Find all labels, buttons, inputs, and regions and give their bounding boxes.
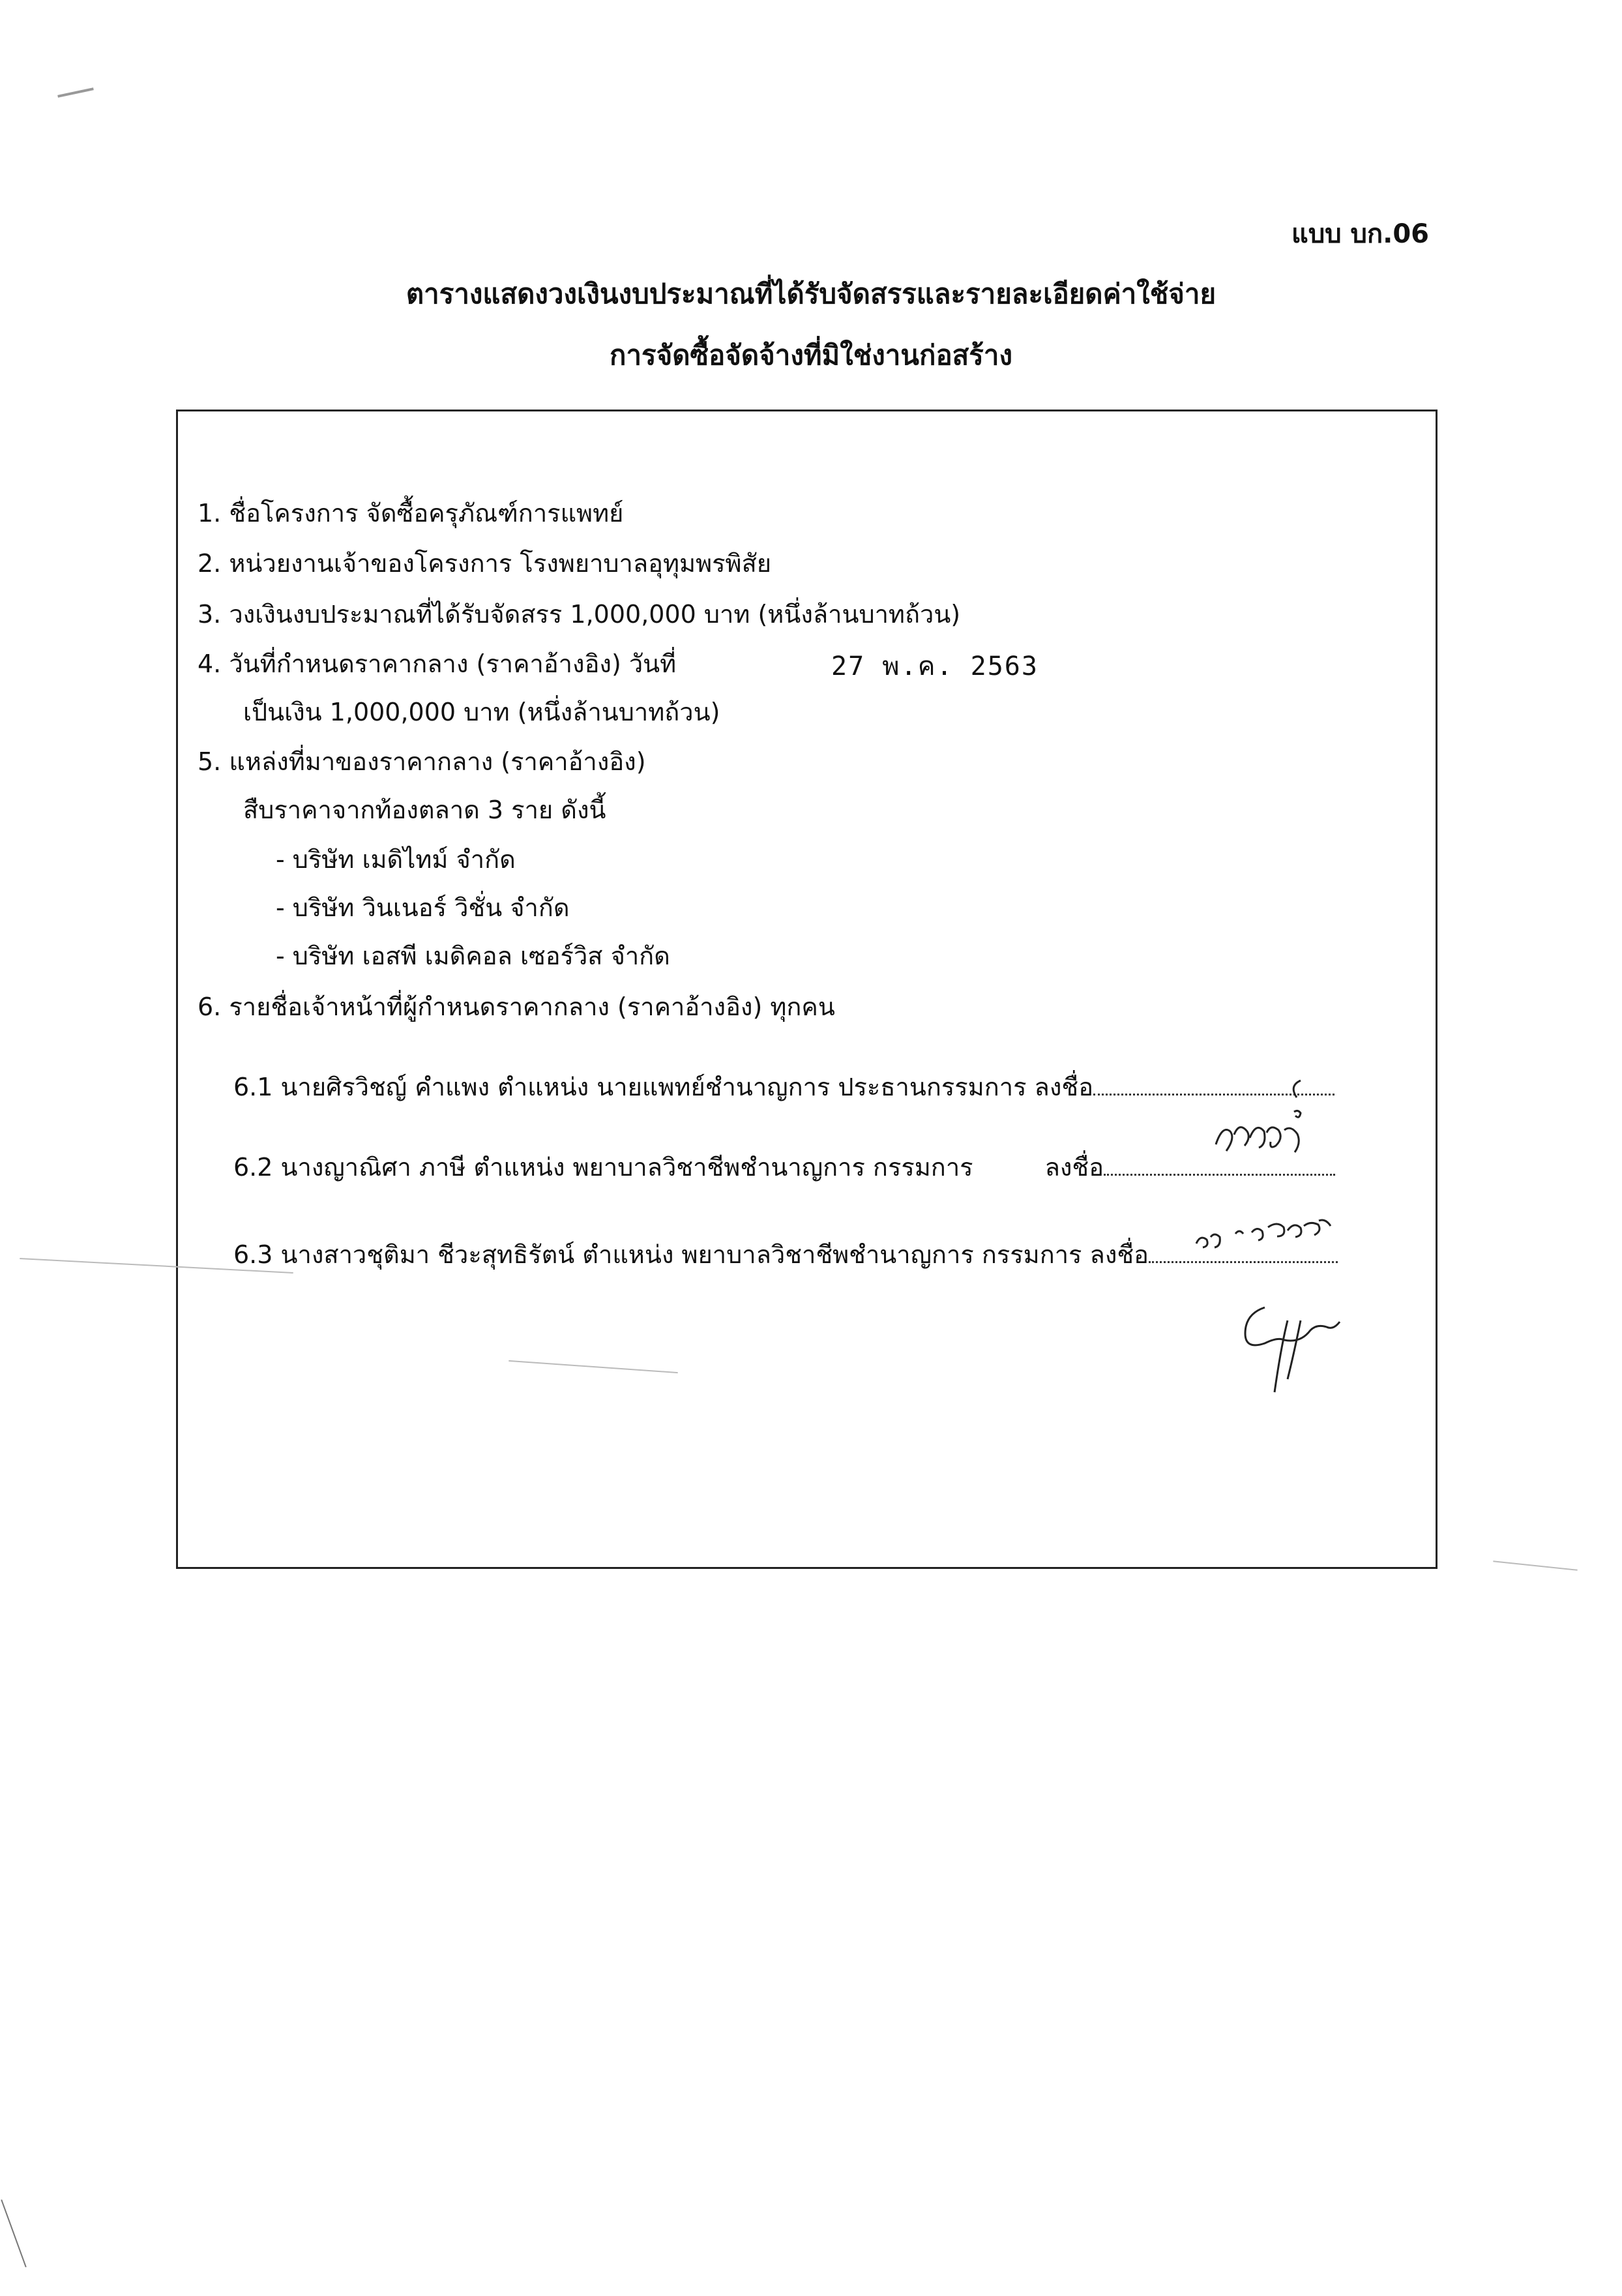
document-title: ตารางแสดงวงเงินงบประมาณที่ได้รับจัดสรรและรายละเอียดค่าใช้จ่าย <box>406 278 1216 310</box>
item-budget: 3. วงเงินงบประมาณที่ได้รับจัดสรร 1,000,000 บาท (หนึ่งล้านบาทถ้วน) <box>198 600 961 629</box>
vendor-item: - บริษัท เมดิไทม์ จำกัด <box>276 845 516 874</box>
date-stamp: 27 พ.ค. 2563 <box>831 651 1039 681</box>
item-reference-amount: เป็นเงิน 1,000,000 บาท (หนึ่งล้านบาทถ้วน) <box>243 698 720 726</box>
officer-1-text: 6.1 นายศิรวิชญ์ คำแพง ตำแหน่ง นายแพทย์ชำนาญการ ประธานกรรมการ ลงชื่อ <box>233 1073 1094 1101</box>
document-subtitle: การจัดซื้อจัดจ้างที่มิใช่งานก่อสร้าง <box>610 339 1012 371</box>
item-project-owner: 2. หน่วยงานเจ้าของโครงการ โรงพยาบาลอุทุมพรพิสัย <box>198 549 772 578</box>
item-survey-note: สืบราคาจากท้องตลาด 3 ราย ดังนี้ <box>243 796 606 824</box>
scan-mark <box>1 2199 27 2267</box>
signature-2 <box>1190 1208 1346 1260</box>
item-price-source: 5. แหล่งที่มาของราคากลาง (ราคาอ้างอิง) <box>198 747 646 776</box>
officer-3-text: 6.3 นางสาวชุติมา ชีวะสุทธิรัตน์ ตำแหน่ง พยาบาลวิชาชีพชำนาญการ กรรมการ ลงชื่อ <box>233 1240 1149 1269</box>
form-code: แบบ บก.06 <box>1291 219 1429 249</box>
item-project-name: 1. ชื่อโครงการ จัดซื้อครุภัณฑ์การแพทย์ <box>198 499 624 528</box>
item-officers-heading: 6. รายชื่อเจ้าหน้าที่ผู้กำหนดราคากลาง (ราคาอ้างอิง) ทุกคน <box>198 992 835 1021</box>
officer-row-3 <box>233 1234 1338 1274</box>
officer-2-text: 6.2 นางญาณิศา ภาษี ตำแหน่ง พยาบาลวิชาชีพชำนาญการ กรรมการ <box>233 1153 973 1182</box>
signature-1 <box>1203 1073 1333 1170</box>
signature-3 <box>1226 1301 1356 1405</box>
officer-row-1 <box>233 1067 1334 1107</box>
scan-mark <box>1493 1560 1577 1571</box>
item-reference-date: 4. วันที่กำหนดราคากลาง (ราคาอ้างอิง) วันที่ <box>198 649 677 678</box>
officer-row-2 <box>233 1147 1335 1187</box>
vendor-item: - บริษัท วินเนอร์ วิชั่น จำกัด <box>276 893 570 922</box>
officer-2-sign-label: ลงชื่อ <box>1044 1153 1104 1182</box>
vendor-item: - บริษัท เอสพี เมดิคอล เซอร์วิส จำกัด <box>276 942 670 970</box>
scan-mark <box>57 87 94 98</box>
